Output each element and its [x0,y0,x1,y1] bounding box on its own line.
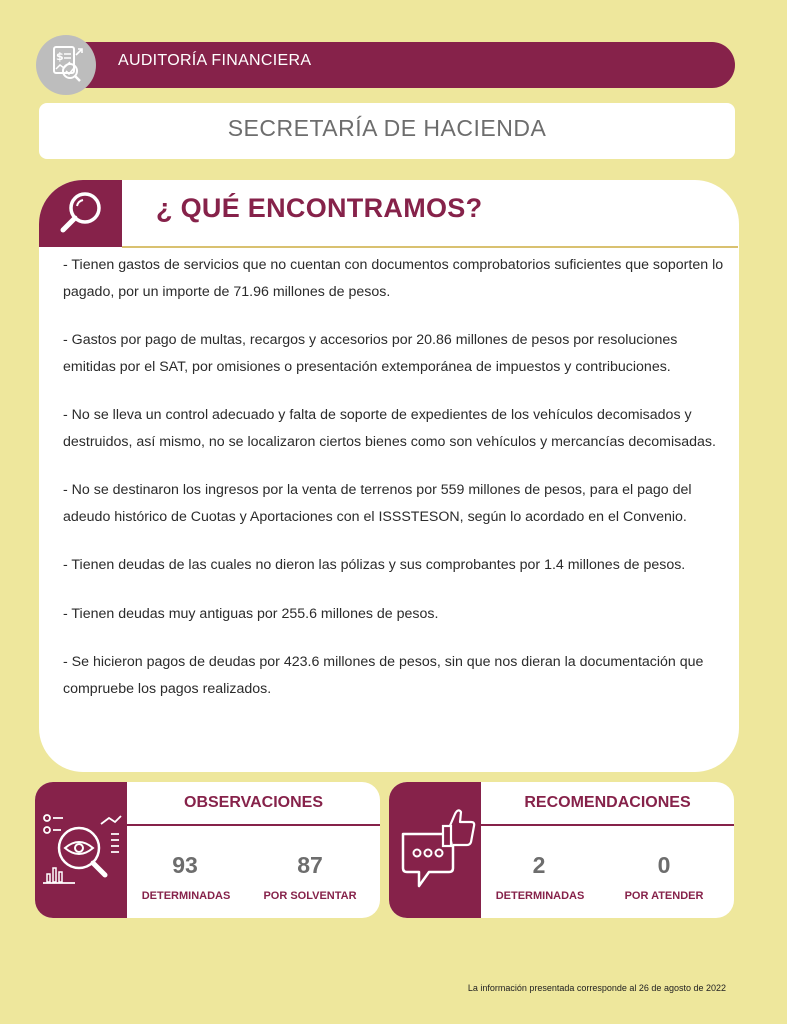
footer-note: La información presentada corresponde al 26 de agosto de 2022 [467,983,726,993]
observaciones-icon-box [35,782,127,918]
observaciones-determinadas-value: 93 [172,852,198,878]
thumbs-up-chat-icon [389,782,481,918]
svg-text:$: $ [56,50,64,63]
recomendaciones-por-atender-label: POR ATENDER [624,890,704,902]
recomendaciones-divider [481,824,734,826]
magnifier-icon [39,180,122,247]
finding-item: - Se hicieron pagos de deudas por 423.6 millones de pesos, sin que nos dieran la documentación que compruebe los pagos realizados. [63,654,704,697]
observaciones-divider [127,824,380,826]
finding-item: - Tienen gastos de servicios que no cuentan con documentos comprobatorios suficientes que soporten lo pagado, por un importe de 71.96 millones de pesos. [63,257,724,300]
finding-item: - Tienen deudas de las cuales no dieron las pólizas y sus comprobantes por 1.4 millones de pesos. [63,557,686,573]
finding-item: - Tienen deudas muy antiguas por 255.6 millones de pesos. [63,605,439,622]
recomendaciones-title: RECOMENDACIONES [524,794,691,811]
observaciones-card [35,782,380,918]
entity-title: SECRETARÍA DE HACIENDA [227,115,547,141]
observaciones-por-solventar-label: POR SOLVENTAR [263,890,357,902]
observaciones-determinadas-label: DETERMINADAS [141,890,231,902]
recomendaciones-determinadas-label: DETERMINADAS [495,890,585,902]
header-title: AUDITORÍA FINANCIERA [118,52,312,69]
findings-icon-box [39,180,122,247]
finding-item: - No se destinaron los ingresos por la venta de terrenos por 559 millones de pesos, para el pago del adeudo histórico de Cuotas y Aportaciones con el ISSSTESON, según lo acordado en el Convenio. [63,482,692,525]
recomendaciones-por-atender-value: 0 [657,852,671,878]
observaciones-por-solventar-value: 87 [297,852,323,878]
findings-divider [122,246,738,248]
recomendaciones-determinadas-value: 2 [532,852,546,878]
recomendaciones-card [389,782,734,918]
finding-item: - No se lleva un control adecuado y falta de soporte de expedientes de los vehículos decomisados y destruidos, así mismo, no se localizaron ciertos bienes como son vehículos y mercancías decomisadas. [63,407,716,450]
observaciones-title: OBSERVACIONES [184,794,323,811]
eye-analytics-icon [35,782,127,918]
financial-audit-icon [36,35,96,95]
findings-list [63,252,725,724]
recomendaciones-icon-box [389,782,481,918]
finding-item: - Gastos por pago de multas, recargos y accesorios por 20.86 millones de pesos por resoluciones emitidas por el SAT, por omisiones o presentación extemporánea de impuestos y contribuciones. [63,332,678,375]
findings-title: ¿ QUÉ ENCONTRAMOS? [156,193,483,223]
